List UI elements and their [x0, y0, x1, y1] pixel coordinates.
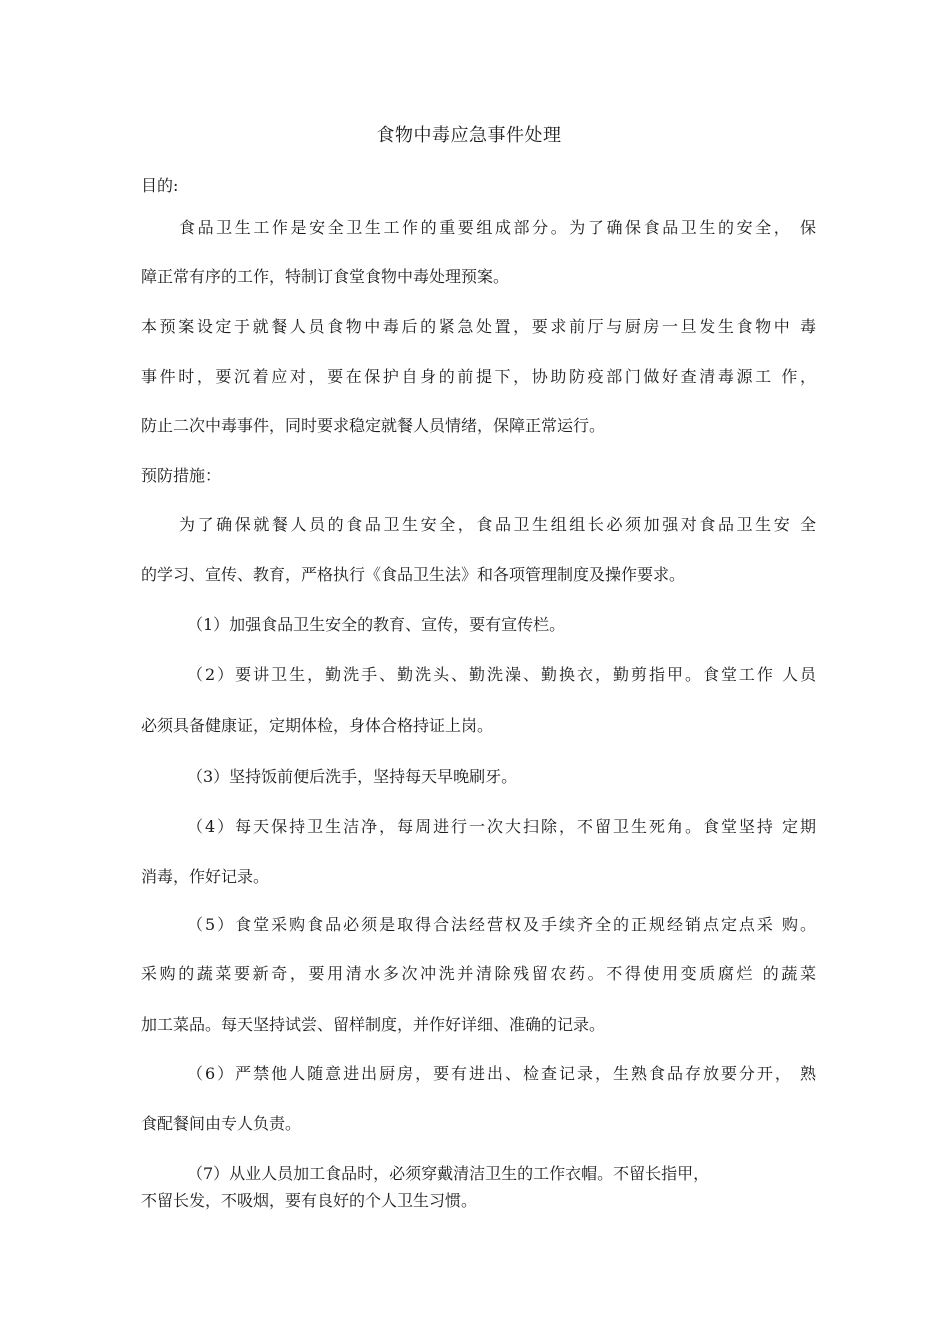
purpose-paragraph-2-line-3: 防止二次中毒事件，同时要求稳定就餐人员情绪，保障正常运行。: [141, 416, 606, 435]
measure-item-1-line-1: （1）加强食品卫生安全的教育、宣传，要有宣传栏。: [187, 615, 566, 634]
purpose-paragraph-2-line-2: 事件时，要沉着应对，要在保护自身的前提下，协助防疫部门做好查清毒源工 作，: [141, 367, 816, 386]
measure-item-5-line-3: 加工菜品。每天坚持试尝、留样制度，并作好详细、准确的记录。: [141, 1015, 606, 1034]
measure-item-2-line-1: （2）要讲卫生，勤洗手、勤洗头、勤洗澡、勤换衣，勤剪指甲。食堂工作 人员: [187, 665, 816, 684]
purpose-heading: 目的:: [141, 176, 179, 195]
measure-item-4-line-1: （4）每天保持卫生洁净，每周进行一次大扫除，不留卫生死角。食堂坚持 定期: [187, 817, 816, 836]
prevention-heading: 预防措施：: [141, 466, 222, 485]
measure-item-5-line-1: （5）食堂采购食品必须是取得合法经营权及手续齐全的正规经销点定点采 购。: [187, 915, 816, 934]
measure-item-4-line-2: 消毒，作好记录。: [141, 867, 270, 886]
prevention-paragraph-1-line-1: 为了确保就餐人员的食品卫生安全，食品卫生组组长必须加强对食品卫生安 全: [179, 515, 816, 534]
purpose-paragraph-1-line-1: 食品卫生工作是安全卫生工作的重要组成部分。为了确保食品卫生的安全， 保: [179, 218, 816, 237]
measure-item-6-line-1: （6）严禁他人随意进出厨房，要有进出、检查记录，生熟食品存放要分开， 熟: [187, 1064, 816, 1083]
measure-item-7-line-2: 不留长发，不吸烟，要有良好的个人卫生习惯。: [141, 1191, 478, 1210]
prevention-paragraph-1-line-2: 的学习、宣传、教育，严格执行《食品卫生法》和各项管理制度及操作要求。: [141, 565, 686, 584]
measure-item-3-line-1: （3）坚持饭前便后洗手，坚持每天早晚刷牙。: [187, 767, 518, 786]
measure-item-5-line-2: 采购的蔬菜要新奇，要用清水多次冲洗并清除残留农药。不得使用变质腐烂 的蔬菜: [141, 964, 816, 983]
document-title: 食物中毒应急事件处理: [376, 125, 562, 146]
purpose-paragraph-2-line-1: 本预案设定于就餐人员食物中毒后的紧急处置，要求前厅与厨房一旦发生食物中 毒: [141, 317, 816, 336]
measure-item-7-line-1: （7）从业人员加工食品时，必须穿戴清洁卫生的工作衣帽。不留长指甲，: [187, 1164, 710, 1183]
purpose-paragraph-1-line-2: 障正常有序的工作，特制订食堂食物中毒处理预案。: [141, 267, 510, 286]
measure-item-6-line-2: 食配餐间由专人负责。: [141, 1114, 302, 1133]
measure-item-2-line-2: 必须具备健康证，定期体检，身体合格持证上岗。: [141, 716, 494, 735]
